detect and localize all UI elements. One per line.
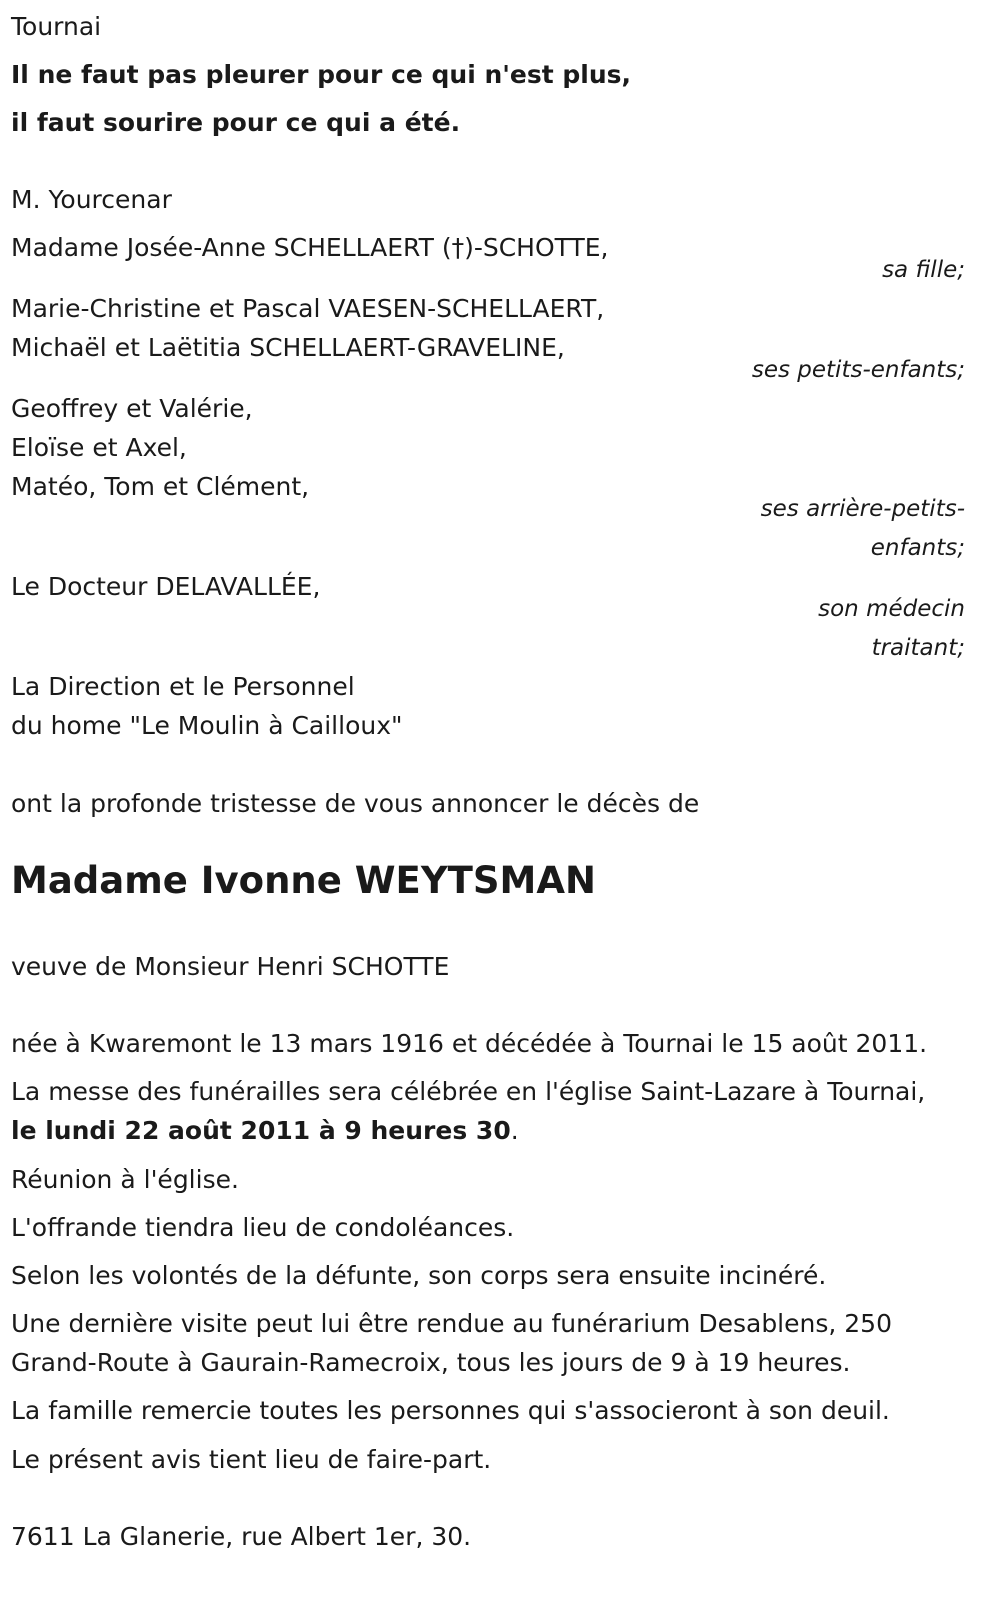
grandchild-1: Marie-Christine et Pascal VAESEN-SCHELLAERT,	[11, 294, 605, 323]
grandchild-2: Michaël et Laëtitia SCHELLAERT-GRAVELINE,	[11, 333, 565, 362]
notice: Le présent avis tient lieu de faire-part.	[11, 1445, 492, 1474]
great-grandchild-3: Matéo, Tom et Clément,	[11, 472, 310, 501]
funeral-date-end: .	[510, 1116, 519, 1145]
quote-line-2: il faut sourire pour ce qui a été.	[11, 108, 461, 137]
great-grandchild-1: Geoffrey et Valérie,	[11, 394, 253, 423]
funeral-date-line	[11, 1118, 519, 1143]
deceased-name: Madame Ivonne WEYTSMAN	[11, 859, 596, 902]
funeral-date: le lundi 22 août 2011 à 9 heures 30	[11, 1116, 511, 1145]
daughter: Madame Josée-Anne SCHELLAERT (†)-SCHOTTE,	[11, 233, 609, 262]
great-grandchildren-role-1: ses arrière-petits-	[760, 496, 965, 522]
home-line-1: La Direction et le Personnel	[11, 672, 355, 701]
announcement: ont la profonde tristesse de vous annoncer le décès de	[11, 789, 700, 818]
grandchildren-role: ses petits-enfants;	[751, 357, 965, 383]
quote-line-1: Il ne faut pas pleurer pour ce qui n'est plus,	[11, 60, 632, 89]
doctor-role-1: son médecin	[818, 596, 965, 622]
doctor-role-2: traitant;	[871, 635, 965, 661]
funeral-mass: La messe des funérailles sera célébrée en l'église Saint-Lazare à Tournai,	[11, 1077, 926, 1106]
location: Tournai	[11, 12, 102, 41]
widow-of: veuve de Monsieur Henri SCHOTTE	[11, 952, 450, 981]
doctor: Le Docteur DELAVALLÉE,	[11, 572, 321, 601]
birth-death: née à Kwaremont le 13 mars 1916 et décédée à Tournai le 15 août 2011.	[11, 1029, 928, 1058]
daughter-role: sa fille;	[882, 257, 965, 283]
address: 7611 La Glanerie, rue Albert 1er, 30.	[11, 1522, 472, 1551]
detail-offrande: L'offrande tiendra lieu de condoléances.	[11, 1213, 515, 1242]
yourcenar: M. Yourcenar	[11, 185, 172, 214]
thanks: La famille remercie toutes les personnes qui s'associeront à son deuil.	[11, 1396, 890, 1425]
visit-line-2: Grand-Route à Gaurain-Ramecroix, tous les jours de 9 à 19 heures.	[11, 1348, 851, 1377]
visit-line-1: Une dernière visite peut lui être rendue au funérarium Desablens, 250	[11, 1309, 892, 1338]
great-grandchildren-role-2: enfants;	[870, 535, 965, 561]
detail-volontes: Selon les volontés de la défunte, son corps sera ensuite incinéré.	[11, 1261, 827, 1290]
home-line-2: du home "Le Moulin à Cailloux"	[11, 711, 403, 740]
great-grandchild-2: Eloïse et Axel,	[11, 433, 187, 462]
detail-reunion: Réunion à l'église.	[11, 1165, 239, 1194]
